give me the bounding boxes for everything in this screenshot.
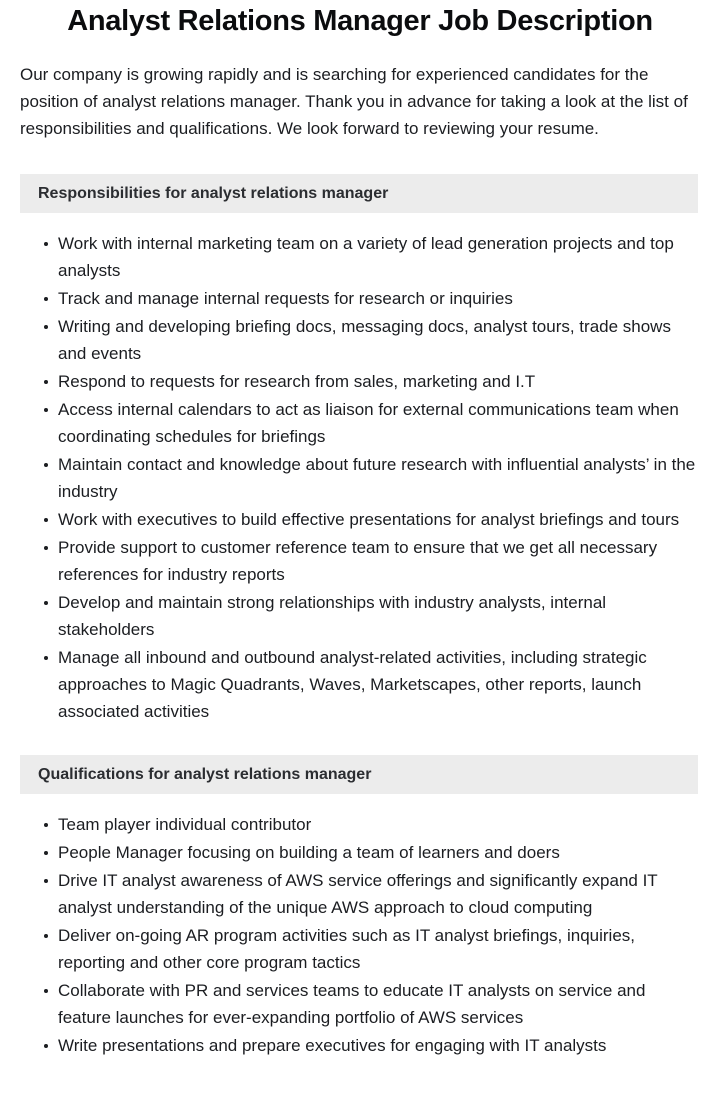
page-title: Analyst Relations Manager Job Description [67,5,653,37]
list-item: Develop and maintain strong relationships with industry analysts, internal stakeholders [58,589,698,643]
section-heading-label: Responsibilities for analyst relations manager [38,184,389,202]
list-item: Track and manage internal requests for research or inquiries [58,285,698,312]
list-item: Provide support to customer reference team to ensure that we get all necessary references for industry reports [58,534,698,588]
list-item: Work with internal marketing team on a variety of lead generation projects and top analysts [58,230,698,284]
responsibilities-list [0,213,720,725]
list-item: Team player individual contributor [58,811,698,838]
list-item: Writing and developing briefing docs, messaging docs, analyst tours, trade shows and events [58,313,698,367]
list-item: Manage all inbound and outbound analyst-related activities, including strategic approaches to Magic Quadrants, Waves, Marketscapes, other reports, launch associated activities [58,644,698,725]
list-item: Drive IT analyst awareness of AWS service offerings and significantly expand IT analyst understanding of the unique AWS approach to cloud computing [58,867,698,921]
list-item: Collaborate with PR and services teams to educate IT analysts on service and feature launches for ever-expanding portfolio of AWS services [58,977,698,1031]
list-item: Respond to requests for research from sales, marketing and I.T [58,368,698,395]
intro-paragraph: Our company is growing rapidly and is searching for experienced candidates for the position of analyst relations manager. Thank you in advance for taking a look at the list of responsibilities and qualifications. We look forward to reviewing your resume. [20,65,688,138]
section-header-responsibilities [20,174,698,213]
list-item: Deliver on-going AR program activities such as IT analyst briefings, inquiries, reporting and other core program tactics [58,922,698,976]
qualifications-list [0,794,720,1059]
section-responsibilities [0,174,720,725]
section-header-qualifications [20,755,698,794]
section-qualifications [0,755,720,1084]
section-heading-label: Qualifications for analyst relations manager [38,765,372,783]
list-item: Maintain contact and knowledge about future research with influential analysts’ in the industry [58,451,698,505]
list-item: Write presentations and prepare executives for engaging with IT analysts [58,1032,698,1059]
list-item: Work with executives to build effective presentations for analyst briefings and tours [58,506,698,533]
page-bottom-spacer [0,1060,720,1084]
list-item: People Manager focusing on building a team of learners and doers [58,839,698,866]
list-item: Access internal calendars to act as liaison for external communications team when coordinating schedules for briefings [58,396,698,450]
